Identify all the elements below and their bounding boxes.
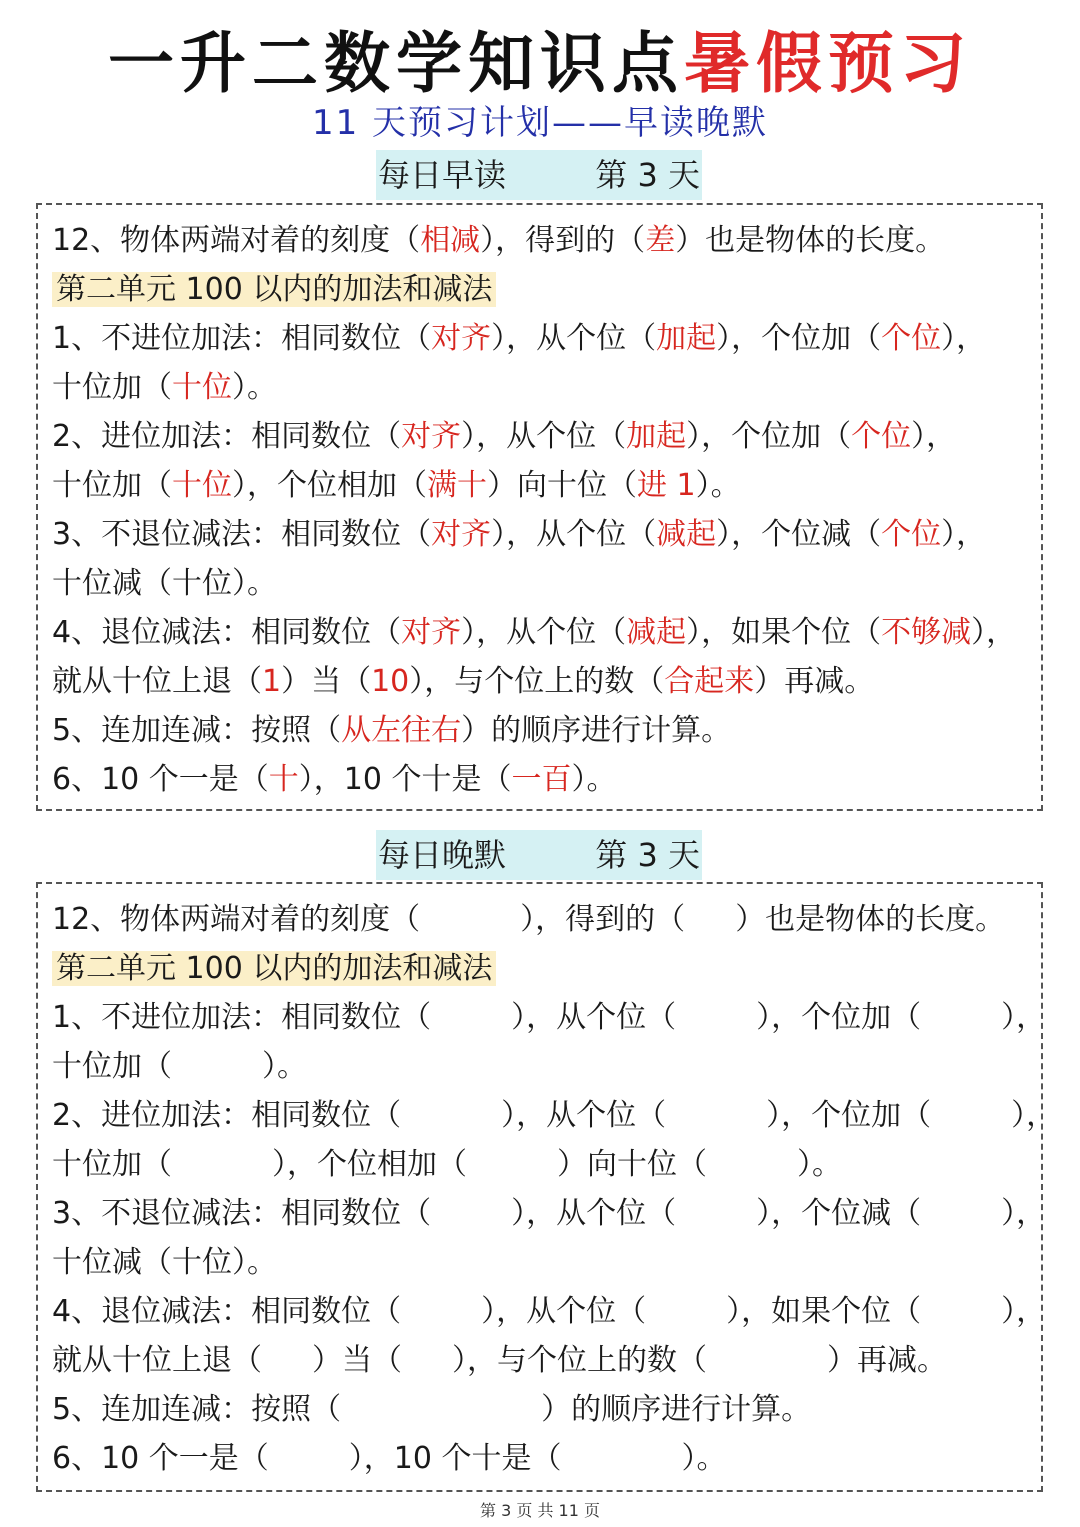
evening-line-6 <box>52 1435 727 1483</box>
morning-header-day: 第 3 天 <box>595 156 700 194</box>
line-text: ）当（ <box>312 1343 402 1378</box>
answer-text: 差 <box>645 223 676 258</box>
line-text: ），10 个十是（ <box>298 762 512 797</box>
evening-line-2b <box>52 1141 842 1189</box>
answer-text: 1 <box>262 664 282 699</box>
morning-unit-heading <box>52 266 496 314</box>
evening-line-2 <box>52 1092 1056 1140</box>
line-text: ），个位加（ <box>766 1098 932 1133</box>
answer-text: 个位 <box>881 517 942 552</box>
line-text: ）也是物体的长度。 <box>675 223 946 258</box>
line-text: ），个位减（ <box>716 517 882 552</box>
title-main: 一升二数学知识点 <box>108 25 684 102</box>
answer-text: 满十 <box>427 468 487 503</box>
line-text: ）也是物体的长度。 <box>735 902 1006 937</box>
line-text: 1、不进位加法：相同数位（ <box>52 1000 432 1035</box>
line-text: ）， <box>1001 1196 1047 1231</box>
line-text: ）， <box>941 517 987 552</box>
line-text: ）的顺序进行计算。 <box>461 713 732 748</box>
line-text: ），得到的（ <box>480 223 646 258</box>
line-text: 12、物体两端对着的刻度（ <box>52 223 421 258</box>
line-text: ）。 <box>262 1049 307 1084</box>
evening-header-label: 每日晚默 <box>378 836 507 874</box>
line-text: ）。 <box>681 1441 727 1476</box>
line-text: 十位加（ <box>52 1049 172 1084</box>
morning-line-1b <box>52 364 277 412</box>
morning-line-3b <box>52 560 277 608</box>
answer-text: 减起 <box>626 615 687 650</box>
answer-text: 对齐 <box>401 419 462 454</box>
line-text: 12、物体两端对着的刻度（ <box>52 902 421 937</box>
line-text: ）， <box>971 615 1017 650</box>
answer-text: 十位 <box>172 370 232 405</box>
line-text: ），个位加（ <box>716 321 882 356</box>
morning-line-3 <box>52 511 986 559</box>
evening-header-day: 第 3 天 <box>595 836 700 874</box>
answer-text: 10 <box>371 664 410 699</box>
answer-text: 合起来 <box>664 664 755 699</box>
line-text: 十位减（十位）。 <box>52 1245 277 1280</box>
line-text: 1、不进位加法：相同数位（ <box>52 321 432 356</box>
morning-header-label: 每日早读 <box>378 156 507 194</box>
line-text: ），从个位（ <box>481 1294 647 1329</box>
line-text: 5、连加连减：按照（ <box>52 713 342 748</box>
line-text: ），与个位上的数（ <box>452 1343 707 1378</box>
line-text: ）， <box>1011 1098 1057 1133</box>
line-text: ），如果个位（ <box>686 615 882 650</box>
line-text: 十位加（ <box>52 468 172 503</box>
line-text: ）， <box>1001 1000 1047 1035</box>
line-text: ），从个位（ <box>491 517 657 552</box>
answer-text: 进 1 <box>637 468 696 503</box>
line-text: 3、不退位减法：相同数位（ <box>52 517 432 552</box>
answer-text: 相减 <box>420 223 481 258</box>
line-text: ）。 <box>695 468 741 503</box>
answer-text: 减起 <box>656 517 717 552</box>
evening-line-3 <box>52 1190 1046 1238</box>
evening-line-5 <box>52 1386 811 1434</box>
evening-line-12 <box>52 896 1005 944</box>
line-text: 第二单元 100 以内的加法和减法 <box>52 951 496 986</box>
line-text: ），如果个位（ <box>726 1294 922 1329</box>
line-text: ）， <box>911 419 957 454</box>
line-text: ），得到的（ <box>520 902 686 937</box>
answer-text: 十 <box>268 762 299 797</box>
line-text: ）的顺序进行计算。 <box>541 1392 812 1427</box>
evening-line-4 <box>52 1288 1046 1336</box>
line-text: ），从个位（ <box>501 1098 667 1133</box>
morning-line-4 <box>52 609 1016 657</box>
answer-text: 个位 <box>881 321 942 356</box>
line-text: ），从个位（ <box>461 419 627 454</box>
line-text: ）再减。 <box>754 664 875 699</box>
line-text: ）。 <box>571 762 617 797</box>
line-text: ）， <box>1001 1294 1047 1329</box>
morning-line-2 <box>52 413 956 461</box>
evening-box <box>36 882 1057 1492</box>
line-text: 第二单元 100 以内的加法和减法 <box>52 272 496 307</box>
line-text: ），从个位（ <box>511 1000 677 1035</box>
evening-line-4b <box>52 1337 947 1385</box>
line-text: ），个位相加（ <box>232 468 427 503</box>
line-text: ）当（ <box>281 664 372 699</box>
morning-line-2b <box>52 462 741 510</box>
morning-line-5 <box>52 707 731 755</box>
answer-text: 十位 <box>172 468 232 503</box>
morning-line-4b <box>52 658 874 706</box>
morning-line-12 <box>52 217 945 265</box>
answer-text: 加起 <box>626 419 687 454</box>
answer-text: 不够减 <box>881 615 972 650</box>
line-text: ），个位减（ <box>756 1196 922 1231</box>
line-text: 十位加（ <box>52 370 172 405</box>
line-text: ），从个位（ <box>461 615 627 650</box>
line-text: ）向十位（ <box>557 1147 707 1182</box>
answer-text: 对齐 <box>431 321 492 356</box>
line-text: ），10 个十是（ <box>348 1441 562 1476</box>
line-text: 2、进位加法：相同数位（ <box>52 419 402 454</box>
page-footer: 第 3 页 共 11 页 <box>480 1501 600 1520</box>
line-text: 就从十位上退（ <box>52 1343 262 1378</box>
line-text: ），个位相加（ <box>272 1147 467 1182</box>
line-text: ）。 <box>797 1147 842 1182</box>
evening-line-1b <box>52 1043 307 1091</box>
answer-text: 从左往右 <box>341 713 462 748</box>
line-text: ），从个位（ <box>491 321 657 356</box>
line-text: ），个位加（ <box>756 1000 922 1035</box>
line-text: ）向十位（ <box>487 468 637 503</box>
morning-header <box>376 150 702 200</box>
line-text: 6、10 个一是（ <box>52 1441 269 1476</box>
morning-box <box>36 203 1043 811</box>
line-text: 3、不退位减法：相同数位（ <box>52 1196 432 1231</box>
line-text: ）。 <box>232 370 277 405</box>
evening-header <box>376 830 702 880</box>
line-text: ），从个位（ <box>511 1196 677 1231</box>
line-text: 十位减（十位）。 <box>52 566 277 601</box>
answer-text: 个位 <box>851 419 912 454</box>
line-text: 就从十位上退（ <box>52 664 262 699</box>
answer-text: 一百 <box>511 762 572 797</box>
line-text: 6、10 个一是（ <box>52 762 269 797</box>
morning-line-1 <box>52 315 986 363</box>
line-text: ），与个位上的数（ <box>409 664 665 699</box>
line-text: 5、连加连减：按照（ <box>52 1392 342 1427</box>
page-subtitle: 11 天预习计划——早读晚默 <box>311 103 769 143</box>
line-text: ）再减。 <box>827 1343 947 1378</box>
line-text: ），个位加（ <box>686 419 852 454</box>
page-title <box>0 22 1080 106</box>
evening-line-1 <box>52 994 1046 1042</box>
line-text: 4、退位减法：相同数位（ <box>52 1294 402 1329</box>
answer-text: 对齐 <box>431 517 492 552</box>
evening-unit-heading <box>52 945 496 993</box>
line-text: ）， <box>941 321 987 356</box>
line-text: 2、进位加法：相同数位（ <box>52 1098 402 1133</box>
line-text: 4、退位减法：相同数位（ <box>52 615 402 650</box>
morning-line-6 <box>52 756 617 804</box>
answer-text: 加起 <box>656 321 717 356</box>
evening-line-3b <box>52 1239 277 1287</box>
title-highlight: 暑假预习 <box>684 25 972 102</box>
answer-text: 对齐 <box>401 615 462 650</box>
line-text: 十位加（ <box>52 1147 172 1182</box>
